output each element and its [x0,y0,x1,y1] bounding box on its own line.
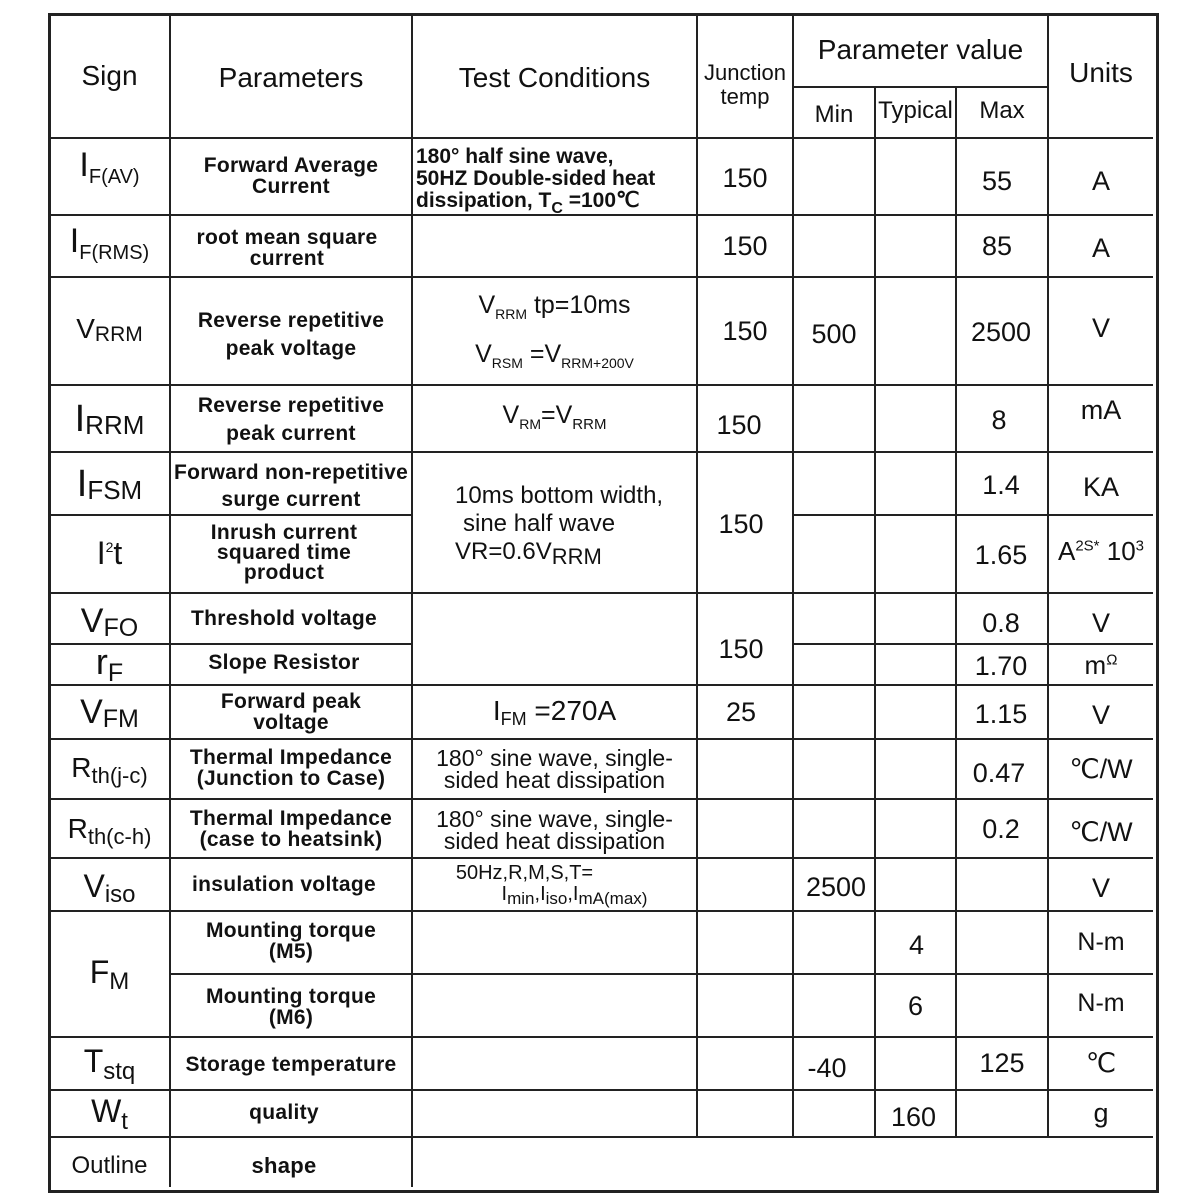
col-divider [874,86,876,1136]
max-i2t: 1.65 [974,540,1028,570]
unit-sup: 3 [1135,537,1145,555]
cond-text: dissipation, T [416,189,552,212]
min-viso: 2500 [805,872,867,902]
typ-fm-m5: 4 [908,930,925,960]
param-irrm [171,392,411,448]
cond-main: I [492,695,501,726]
sign-rthjc [50,754,169,787]
unit-rthjc: ℃/W [1069,754,1133,784]
header-junction-line1: Junction [704,60,786,85]
max-rthjc: 0.47 [972,758,1026,788]
row-divider [793,86,1047,88]
param-line: Mounting torque [205,985,377,1008]
col-divider [411,15,413,1187]
param-fm-m6 [171,986,411,1028]
param-outline: shape [251,1153,317,1178]
cond-rthjc [413,747,696,791]
unit-vrrm: V [1091,313,1110,343]
param-tstg: Storage temperature [185,1053,397,1076]
param-line: Inrush current [210,521,358,544]
header-parameter-value: Parameter value [817,34,1024,65]
cond-line: 180° sine wave, single- [436,745,673,771]
max-irrm: 8 [991,405,1007,435]
param-line: Thermal Impedance [189,746,393,769]
typ-wt: 160 [890,1102,937,1132]
cond-sub: min [507,889,535,908]
cond-viso [413,863,696,909]
cond-ifav [416,146,696,220]
param-rthch [171,808,411,850]
cond-line: sided heat dissipation [443,767,666,793]
param-fm-m5 [171,920,411,962]
sign-main: I [96,535,106,571]
cond-sub: C [551,200,563,217]
cond-irrm [413,403,696,432]
param-line: Forward peak [220,690,362,713]
sign-vfo [50,604,169,641]
row-divider [50,592,1153,594]
sign-main: V [80,602,104,640]
sign-i2t [50,537,169,569]
row-divider [793,643,1153,645]
unit-ifsm: KA [1082,472,1120,502]
sign-rf [50,641,169,687]
sign-sub: F(RMS) [79,242,150,264]
unit-ifav: A [1091,166,1110,196]
unit-main: m [1084,650,1107,680]
row-divider [50,384,1153,386]
cond-vrrm-2 [413,342,696,370]
param-line: (M5) [268,940,314,963]
row-divider [50,1036,1153,1038]
header-junction-line2: temp [720,84,770,109]
row-divider [50,738,1153,740]
sign-ifrms [50,224,169,263]
sign-main: T [83,1043,104,1079]
col-divider [792,15,794,1136]
param-line: peak current [226,422,356,445]
unit-vfm: V [1091,700,1110,730]
unit-tstg: ℃ [1085,1048,1117,1078]
sign-sub: th(c-h) [87,824,152,849]
param-line: voltage [253,711,329,734]
cond-sub: mA(max) [578,889,648,908]
header-units: Units [1069,57,1133,88]
param-viso: insulation voltage [192,873,376,896]
param-line: Thermal Impedance [189,807,393,830]
temp-vfo-rf: 150 [718,634,764,664]
row-divider [50,451,1153,453]
sign-sub: M [109,968,130,995]
cond-main: V [502,401,520,429]
row-divider [169,973,1153,975]
param-vrrm [171,307,411,363]
max-vrrm: 2500 [970,317,1032,347]
sign-main: F [89,954,110,990]
cond-line: 180° sine wave, single- [436,806,673,832]
sign-vfm [50,695,169,732]
unit-irrm: mA [1080,395,1122,425]
cond-vrrm-1 [413,293,696,321]
max-ifrms: 85 [981,231,1013,261]
header-max: Max [979,97,1025,124]
header-parameters: Parameters [218,62,364,93]
sign-rthch [50,815,169,848]
param-line: (case to heatsink) [199,828,383,851]
cond-line [455,538,685,571]
cond-text: =100℃ [562,189,640,212]
sign-sub: FM [102,705,139,733]
param-line: Reverse repetitive [197,309,385,332]
cond-text: =V [541,401,573,429]
max-vfo: 0.8 [982,608,1020,638]
row-divider [50,798,1153,800]
sign-sub: RRM [94,323,143,346]
unit-main: A [1057,536,1076,566]
unit-viso: V [1091,873,1110,903]
unit-sup: Ω [1106,651,1118,669]
cond-main: V [475,340,492,368]
sign-sub: FO [103,614,139,642]
param-ifav [171,155,411,197]
param-rthjc [171,747,411,789]
cond-line [413,884,696,909]
temp-ifav: 150 [722,163,768,193]
cond-line [416,190,696,220]
unit-rf [1049,652,1153,678]
cond-text: =270A [526,695,617,726]
param-vfo: Threshold voltage [191,607,377,630]
param-line: Reverse repetitive [197,394,385,417]
cond-line: 50Hz,R,M,S,T= [455,862,594,884]
sign-main: I [74,398,86,440]
param-rf: Slope Resistor [208,651,360,674]
cond-text: ,I [534,883,546,905]
sign-ifsm [50,465,169,503]
cond-sub: FM [500,709,527,729]
max-vfm: 1.15 [974,699,1028,729]
cond-rthch [413,808,696,852]
header-sign: Sign [81,60,138,91]
row-divider [50,910,1153,912]
sign-sub: F [107,659,124,687]
header-test-conditions: Test Conditions [458,62,651,93]
sign-main: V [83,868,105,904]
sign-sub: F(AV) [88,166,140,188]
param-line: Forward non-repetitive [173,461,409,484]
max-tstg: 125 [979,1048,1025,1078]
param-ifrms [171,227,403,269]
cond-line: 50HZ Double-sided heat [416,167,656,190]
sign-wt [50,1095,169,1134]
param-i2t [171,523,397,583]
sign-fm [50,956,169,994]
param-wt: quality [249,1101,319,1124]
cond-line: 180° half sine wave, [416,145,614,168]
unit-wt: g [1093,1098,1109,1128]
cond-sub: iso [545,889,568,908]
max-rf: 1.70 [974,651,1028,681]
cond-sub: RM [519,416,541,432]
cond-sub: RRM [551,544,602,569]
cond-text: VR=0.6V [455,538,552,565]
sign-main: V [76,313,95,344]
max-rthch: 0.2 [982,814,1020,844]
unit-ifrms: A [1091,233,1110,263]
cond-sub: RRM [572,416,607,433]
row-divider [50,684,1153,686]
param-line: surge current [221,488,361,511]
sign-ifav [50,148,169,187]
sign-sup: 2 [105,539,114,555]
sign-sub: t [121,1108,128,1135]
sign-main: W [91,1093,122,1129]
header-typical: Typical [878,97,953,124]
sign-main: I [76,463,88,505]
sign-post: t [113,535,123,571]
typ-fm-m6: 6 [907,991,924,1021]
header-junction-temp [698,61,792,109]
temp-ifrms: 150 [722,231,768,261]
sign-sub: FSM [87,475,143,505]
param-line: Mounting torque [205,919,377,942]
header-min: Min [814,101,854,128]
max-ifav: 55 [981,166,1013,196]
min-vrrm: 500 [811,319,857,349]
sign-sub: th(j-c) [91,763,148,788]
param-line: (Junction to Case) [196,767,386,790]
unit-fm-m5: N-m [1077,928,1125,956]
sign-sub: stq [103,1058,136,1085]
unit-i2t [1049,538,1153,564]
sign-tstg [50,1045,169,1084]
cond-text: tp=10ms [527,291,631,319]
unit-post: 10 [1099,536,1136,566]
param-line: (M6) [268,1006,314,1029]
sign-main: V [80,693,103,731]
unit-vfo: V [1091,608,1110,638]
cond-line: sine half wave [463,510,616,537]
param-line: current [249,247,325,270]
sign-irrm [50,400,169,438]
sign-main: r [95,641,108,682]
row-divider [50,514,411,516]
cond-line: sided heat dissipation [443,828,666,854]
param-line: Forward Average [203,154,379,177]
unit-fm-m6: N-m [1077,989,1125,1017]
param-line: Current [252,175,330,198]
param-line: squared time [216,541,352,564]
row-divider [50,1136,1153,1138]
sign-viso [50,870,169,907]
min-tstg: -40 [807,1053,847,1083]
cond-surge-shared [455,482,685,571]
sign-main: R [67,813,88,844]
max-ifsm: 1.4 [982,470,1020,500]
param-line: peak voltage [225,337,357,360]
temp-vrrm: 150 [722,316,768,346]
cond-text: I [501,883,508,905]
cond-vfm [413,697,696,728]
cond-sub: RRM+200V [561,355,634,371]
temp-irrm: 150 [716,410,762,440]
row-divider [793,514,1153,516]
cond-text: =V [522,340,562,368]
sign-sub: RRM [85,410,145,440]
temp-vfm: 25 [725,697,757,727]
temp-surge-shared: 150 [718,509,764,539]
param-line: root mean square [196,226,378,249]
sign-sub: iso [104,881,136,908]
row-divider [50,1089,1153,1091]
row-divider [50,137,1153,139]
sign-main: I [69,222,80,260]
sign-main: R [71,752,92,783]
cond-main: V [478,291,496,319]
row-divider [50,857,1153,859]
cond-sub: RRM [495,306,528,322]
param-line: product [243,561,325,584]
sign-outline: Outline [71,1152,148,1179]
sign-vrrm [50,315,169,345]
sign-main: I [79,146,89,184]
unit-rthch: ℃/W [1069,817,1133,847]
cond-line: 10ms bottom width, [455,482,664,509]
cond-text: ,I [567,883,579,905]
row-divider [50,276,1153,278]
param-vfm [171,691,411,733]
cond-sub: RSM [491,355,523,371]
unit-sup: 2S* [1075,537,1100,555]
param-ifsm [171,459,411,513]
